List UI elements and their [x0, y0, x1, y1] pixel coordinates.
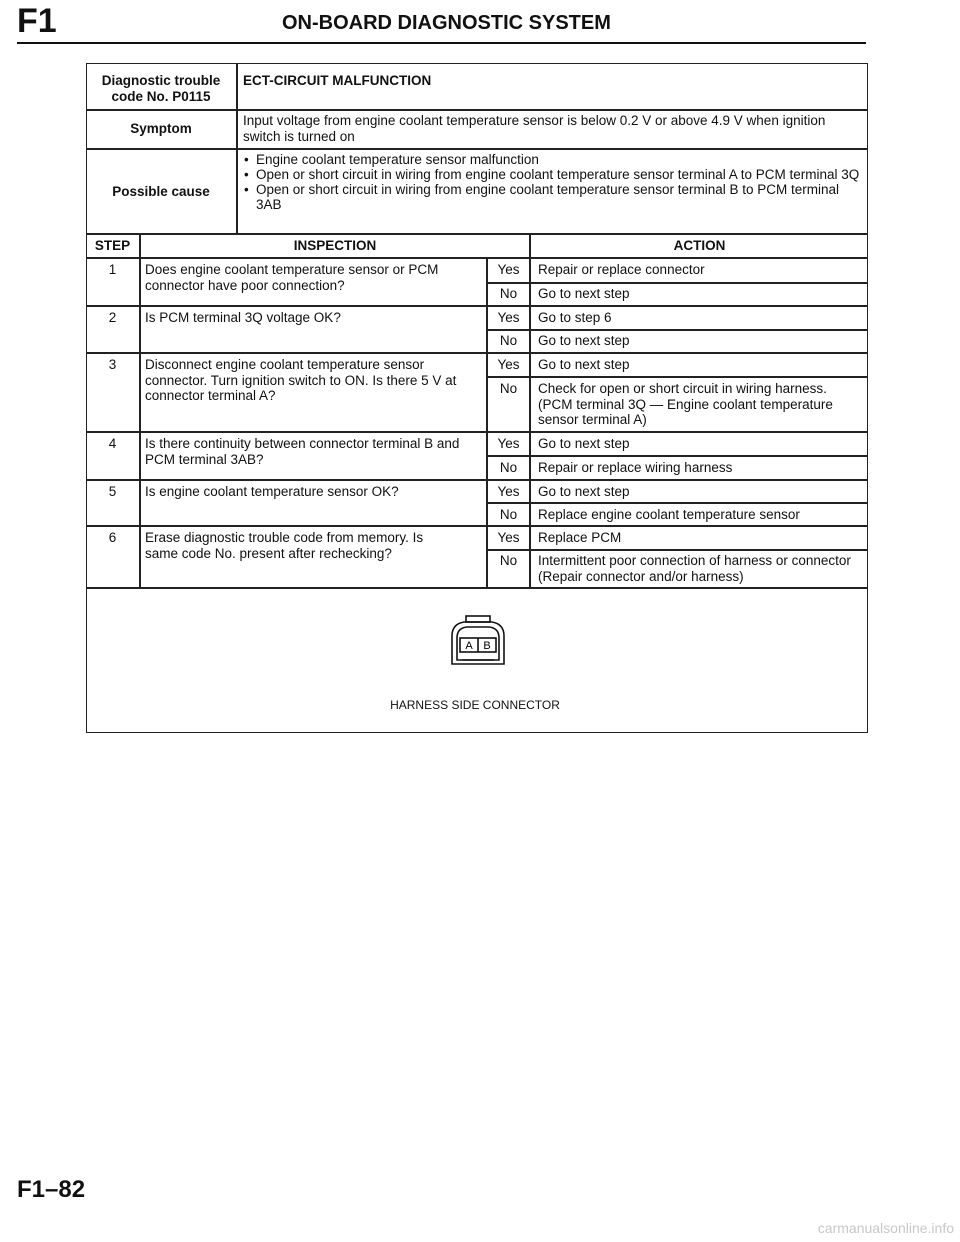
row-divider — [486, 549, 868, 551]
column-divider — [139, 233, 141, 588]
section-code: F1 — [17, 2, 57, 40]
row-divider — [486, 502, 868, 504]
no-action: Go to next step — [538, 286, 630, 301]
no-action: Intermittent poor connection of harness or connector (Repair connector and/or harness) — [538, 553, 851, 584]
cause-item: • Open or short circuit in wiring from engine coolant temperature sensor terminal A to PCM terminal 3Q — [242, 167, 862, 182]
step-number: 1 — [108, 262, 117, 277]
row-divider — [86, 479, 868, 481]
row-divider — [86, 305, 868, 307]
yes-label: Yes — [497, 530, 520, 545]
step-number: 4 — [108, 436, 117, 451]
cause-item: • Open or short circuit in wiring from engine coolant temperature sensor terminal B to PCM terminal 3AB — [242, 182, 862, 212]
row-divider — [86, 148, 868, 150]
step-number: 2 — [108, 310, 117, 325]
column-header-inspection: INSPECTION — [293, 238, 377, 253]
column-divider — [529, 233, 531, 588]
no-label: No — [499, 507, 518, 522]
dtc-label: Diagnostic trouble code No. P0115 — [101, 73, 221, 104]
yes-action: Go to next step — [538, 484, 630, 499]
no-label: No — [499, 381, 518, 396]
no-label: No — [499, 460, 518, 475]
row-divider — [86, 587, 868, 589]
step-number: 5 — [108, 484, 117, 499]
no-label: No — [499, 333, 518, 348]
row-divider — [86, 431, 868, 433]
row-divider — [486, 282, 868, 284]
row-divider — [486, 455, 868, 457]
page-title: ON-BOARD DIAGNOSTIC SYSTEM — [282, 12, 611, 34]
yes-label: Yes — [497, 484, 520, 499]
yes-label: Yes — [497, 436, 520, 451]
cause-item: • Engine coolant temperature sensor malfunction — [242, 152, 862, 167]
watermark: carmanualsonline.info — [817, 1220, 954, 1236]
header-rule — [17, 42, 866, 44]
column-header-step: STEP — [94, 238, 131, 253]
terminal-a-label: A — [465, 640, 473, 652]
harness-connector-diagram — [442, 614, 514, 670]
symptom-value: Input voltage from engine coolant temperature sensor is below 0.2 V or above 4.9 V when ignition switch is turned on — [243, 113, 826, 144]
possible-cause-list — [242, 152, 862, 212]
no-action: Repair or replace wiring harness — [538, 460, 733, 475]
column-header-action: ACTION — [673, 238, 726, 253]
yes-action: Go to next step — [538, 436, 630, 451]
inspection-text: Erase diagnostic trouble code from memory. Is same code No. present after rechecking? — [145, 530, 424, 561]
terminal-b-label: B — [483, 640, 491, 652]
row-divider — [86, 525, 868, 527]
yes-label: Yes — [497, 310, 520, 325]
connector-latch — [466, 616, 490, 622]
dtc-value: ECT-CIRCUIT MALFUNCTION — [243, 73, 432, 88]
no-action: Replace engine coolant temperature sensor — [538, 507, 800, 522]
yes-action: Repair or replace connector — [538, 262, 705, 277]
page-number: F1–82 — [17, 1176, 86, 1203]
yes-action: Go to next step — [538, 357, 630, 372]
yes-label: Yes — [497, 357, 520, 372]
no-label: No — [499, 286, 518, 301]
inspection-text: Does engine coolant temperature sensor or PCM connector have poor connection? — [145, 262, 439, 293]
inspection-text: Disconnect engine coolant temperature sensor connector. Turn ignition switch to ON. Is there 5 V at connector terminal A? — [145, 357, 457, 403]
column-divider — [236, 63, 238, 234]
yes-label: Yes — [497, 262, 520, 277]
yes-action: Replace PCM — [538, 530, 622, 545]
no-action: Check for open or short circuit in wiring harness. (PCM terminal 3Q — Engine coolant temperature sensor terminal A) — [538, 381, 833, 427]
row-divider — [86, 233, 868, 235]
yes-action: Go to step 6 — [538, 310, 612, 325]
row-divider — [486, 329, 868, 331]
row-divider — [86, 257, 868, 259]
step-number: 3 — [108, 357, 117, 372]
no-label: No — [499, 553, 518, 568]
row-divider — [86, 109, 868, 111]
inspection-text: Is PCM terminal 3Q voltage OK? — [145, 310, 341, 325]
row-divider — [86, 352, 868, 354]
inspection-text: Is there continuity between connector terminal B and PCM terminal 3AB? — [145, 436, 460, 467]
no-action: Go to next step — [538, 333, 630, 348]
inspection-text: Is engine coolant temperature sensor OK? — [145, 484, 399, 499]
row-divider — [486, 376, 868, 378]
diagram-caption: HARNESS SIDE CONNECTOR — [390, 698, 560, 712]
step-number: 6 — [108, 530, 117, 545]
possible-cause-label: Possible cause — [112, 184, 210, 199]
symptom-label: Symptom — [130, 121, 192, 136]
